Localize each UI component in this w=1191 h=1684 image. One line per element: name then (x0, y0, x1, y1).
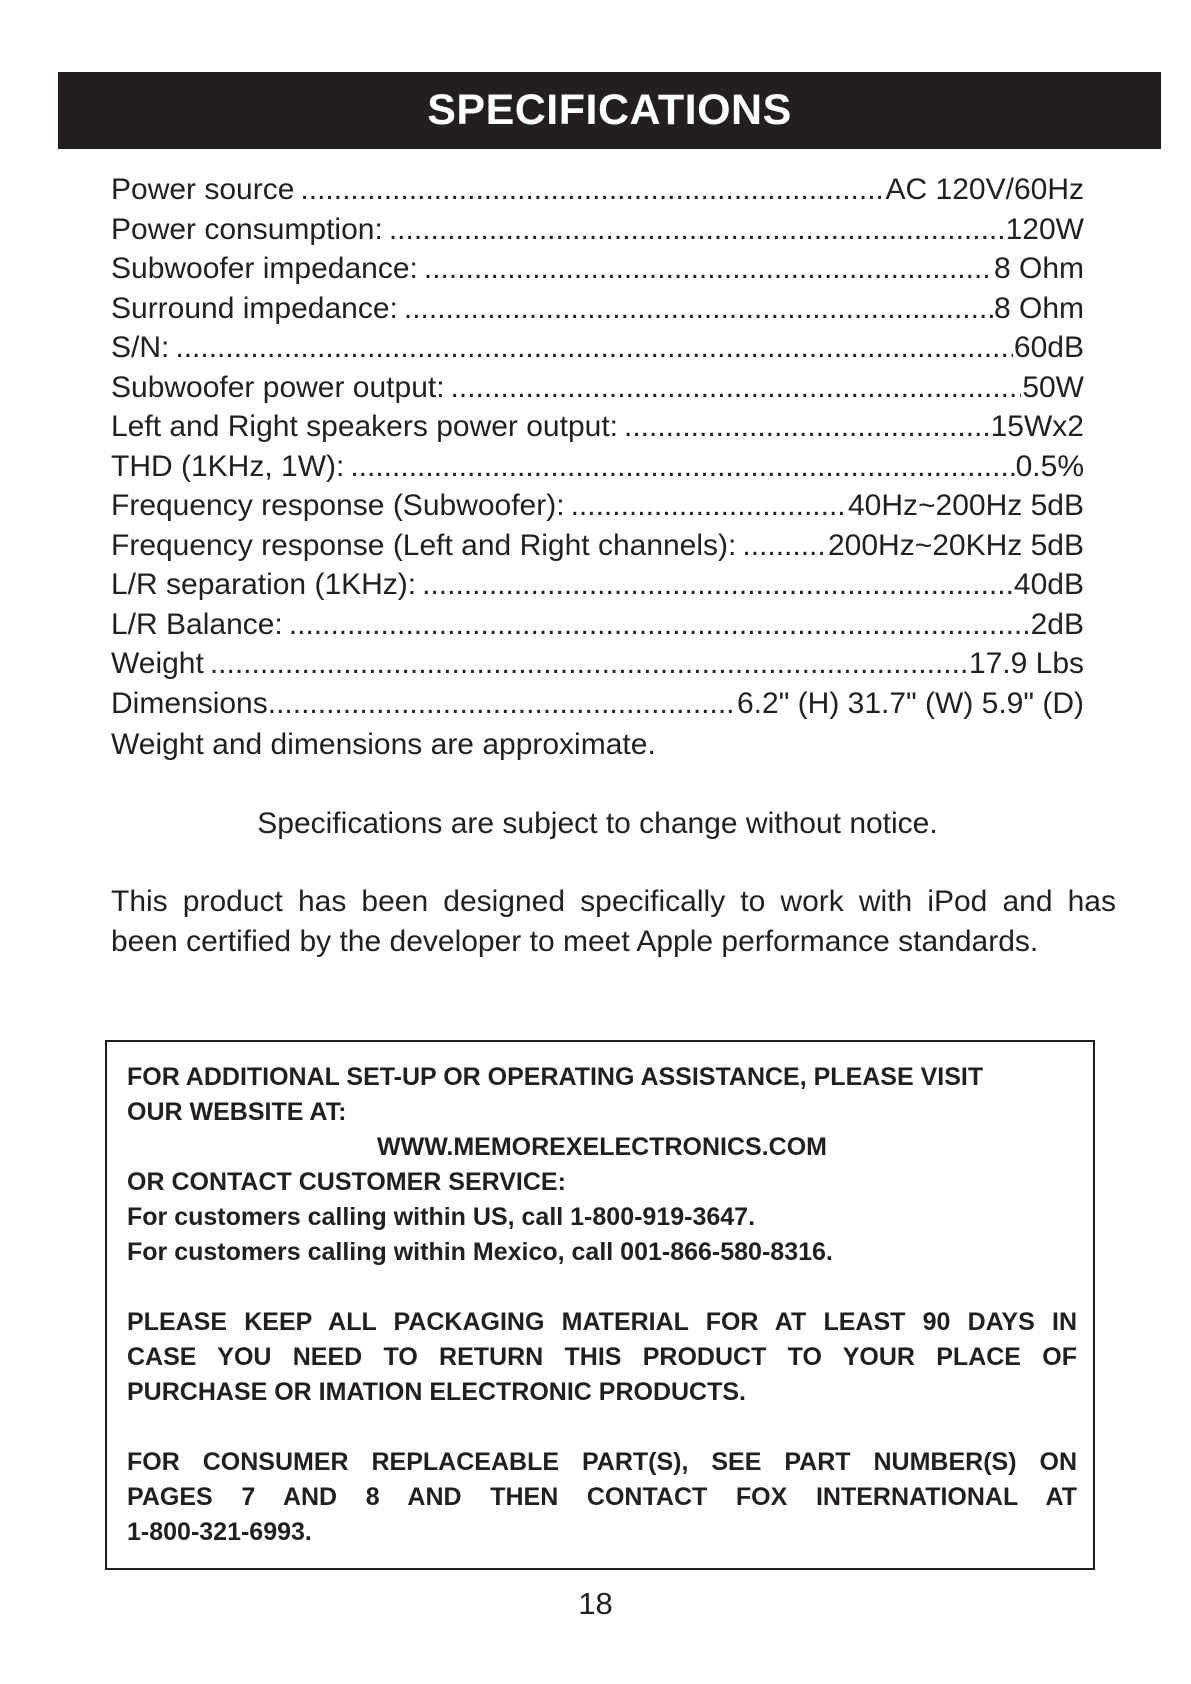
spec-row-lr-balance (111, 605, 1084, 645)
spec-label: Subwoofer power output: (111, 370, 445, 404)
spec-value: 2dB (1030, 607, 1084, 641)
packaging-line: CASE YOU NEED TO RETURN THIS PRODUCT TO YOUR PLACE OF (127, 1343, 1077, 1371)
parts-line: 1-800-321-6993. (127, 1518, 312, 1546)
spec-row-power-consumption (111, 210, 1084, 250)
assistance-line: OUR WEBSITE AT: (127, 1098, 347, 1126)
spec-row-dimensions (111, 684, 1084, 724)
us-phone-line: For customers calling within US, call 1-800-919-3647. (127, 1203, 756, 1231)
dot-leader (300, 170, 884, 210)
dot-leader (451, 368, 1022, 408)
contact-line: OR CONTACT CUSTOMER SERVICE: (127, 1168, 566, 1196)
page-number: 18 (578, 1586, 613, 1621)
mexico-phone-line: For customers calling within Mexico, call 001-866-580-8316. (127, 1238, 833, 1266)
spec-label: S/N: (111, 331, 170, 364)
spec-value: 40dB (1013, 568, 1084, 601)
spec-value: 50W (1022, 370, 1084, 404)
spec-value: 17.9 Lbs (968, 647, 1084, 680)
spacer (127, 1270, 1077, 1305)
spec-value: 0.5% (1015, 449, 1084, 483)
dot-leader (210, 644, 968, 684)
subject-to-change-note: Specifications are subject to change without notice. (257, 807, 938, 840)
spec-value: 40Hz~200Hz 5dB (848, 489, 1084, 522)
spec-row-power-source (111, 170, 1084, 210)
spec-label: Power source (111, 173, 295, 206)
website-url: WWW.MEMOREXELECTRONICS.COM (377, 1133, 827, 1161)
spec-value: 60dB (1013, 331, 1084, 364)
spec-value: AC 120V/60Hz (885, 173, 1084, 206)
spec-row-weight (111, 644, 1084, 684)
spec-label: Power consumption: (111, 212, 383, 246)
spec-row-lr-separation (111, 565, 1084, 605)
spec-label: L/R Balance: (111, 607, 283, 641)
spec-row-freq-channels (111, 526, 1084, 566)
dot-leader (268, 684, 736, 724)
page-title: SPECIFICATIONS (427, 86, 792, 134)
approximate-note: Weight and dimensions are approximate. (111, 728, 656, 761)
dot-leader (289, 605, 1030, 645)
spec-label: L/R separation (1KHz): (111, 568, 417, 601)
spec-label: Left and Right speakers power output: (111, 410, 618, 443)
spec-label: Frequency response (Left and Right channels): (111, 528, 737, 562)
customer-service-text (127, 1060, 1077, 1550)
spec-row-surround-impedance (111, 289, 1084, 329)
ipod-note-line: been certified by the developer to meet Apple performance standards. (111, 925, 1039, 958)
dot-leader (571, 486, 847, 526)
spec-label: Dimensions (111, 686, 268, 720)
spec-row-speakers-power (111, 407, 1084, 447)
spec-value: 8 Ohm (993, 291, 1084, 325)
spec-value: 200Hz~20KHz 5dB (828, 528, 1084, 562)
dot-leader (404, 289, 993, 329)
dot-leader (742, 526, 827, 566)
spec-row-freq-subwoofer (111, 486, 1084, 526)
dot-leader (175, 328, 1013, 368)
parts-line: PAGES 7 AND 8 AND THEN CONTACT FOX INTERNATIONAL AT (127, 1483, 1077, 1511)
dot-leader (350, 447, 1014, 487)
ipod-certification-note (111, 882, 1116, 962)
spec-value: 120W (1005, 212, 1084, 246)
dot-leader (624, 407, 990, 447)
packaging-line: PURCHASE OR IMATION ELECTRONIC PRODUCTS. (127, 1378, 746, 1406)
spec-row-subwoofer-power (111, 368, 1084, 408)
spec-value: 15Wx2 (990, 410, 1084, 443)
dot-leader (422, 565, 1013, 605)
spec-label: Weight (111, 647, 204, 680)
dot-leader (424, 249, 993, 289)
spec-label: Subwoofer impedance: (111, 252, 418, 285)
spec-row-subwoofer-impedance (111, 249, 1084, 289)
spec-label: THD (1KHz, 1W): (111, 449, 345, 483)
spec-row-signal-noise (111, 328, 1084, 368)
customer-service-box (105, 1040, 1095, 1570)
section-header-bar (58, 72, 1161, 149)
dot-leader (389, 210, 1005, 250)
spec-value: 6.2" (H) 31.7" (W) 5.9" (D) (736, 686, 1084, 720)
spec-value: 8 Ohm (993, 252, 1084, 285)
ipod-note-line: This product has been designed specifically to work with iPod and has (111, 885, 1116, 918)
spec-list (111, 170, 1084, 723)
spec-label: Surround impedance: (111, 291, 398, 325)
parts-line: FOR CONSUMER REPLACEABLE PART(S), SEE PART NUMBER(S) ON (127, 1448, 1077, 1476)
spec-label: Frequency response (Subwoofer): (111, 489, 565, 522)
spec-row-thd (111, 447, 1084, 487)
assistance-line: FOR ADDITIONAL SET-UP OR OPERATING ASSISTANCE, PLEASE VISIT (127, 1063, 984, 1091)
packaging-line: PLEASE KEEP ALL PACKAGING MATERIAL FOR AT LEAST 90 DAYS IN (127, 1308, 1077, 1336)
spacer (127, 1410, 1077, 1445)
